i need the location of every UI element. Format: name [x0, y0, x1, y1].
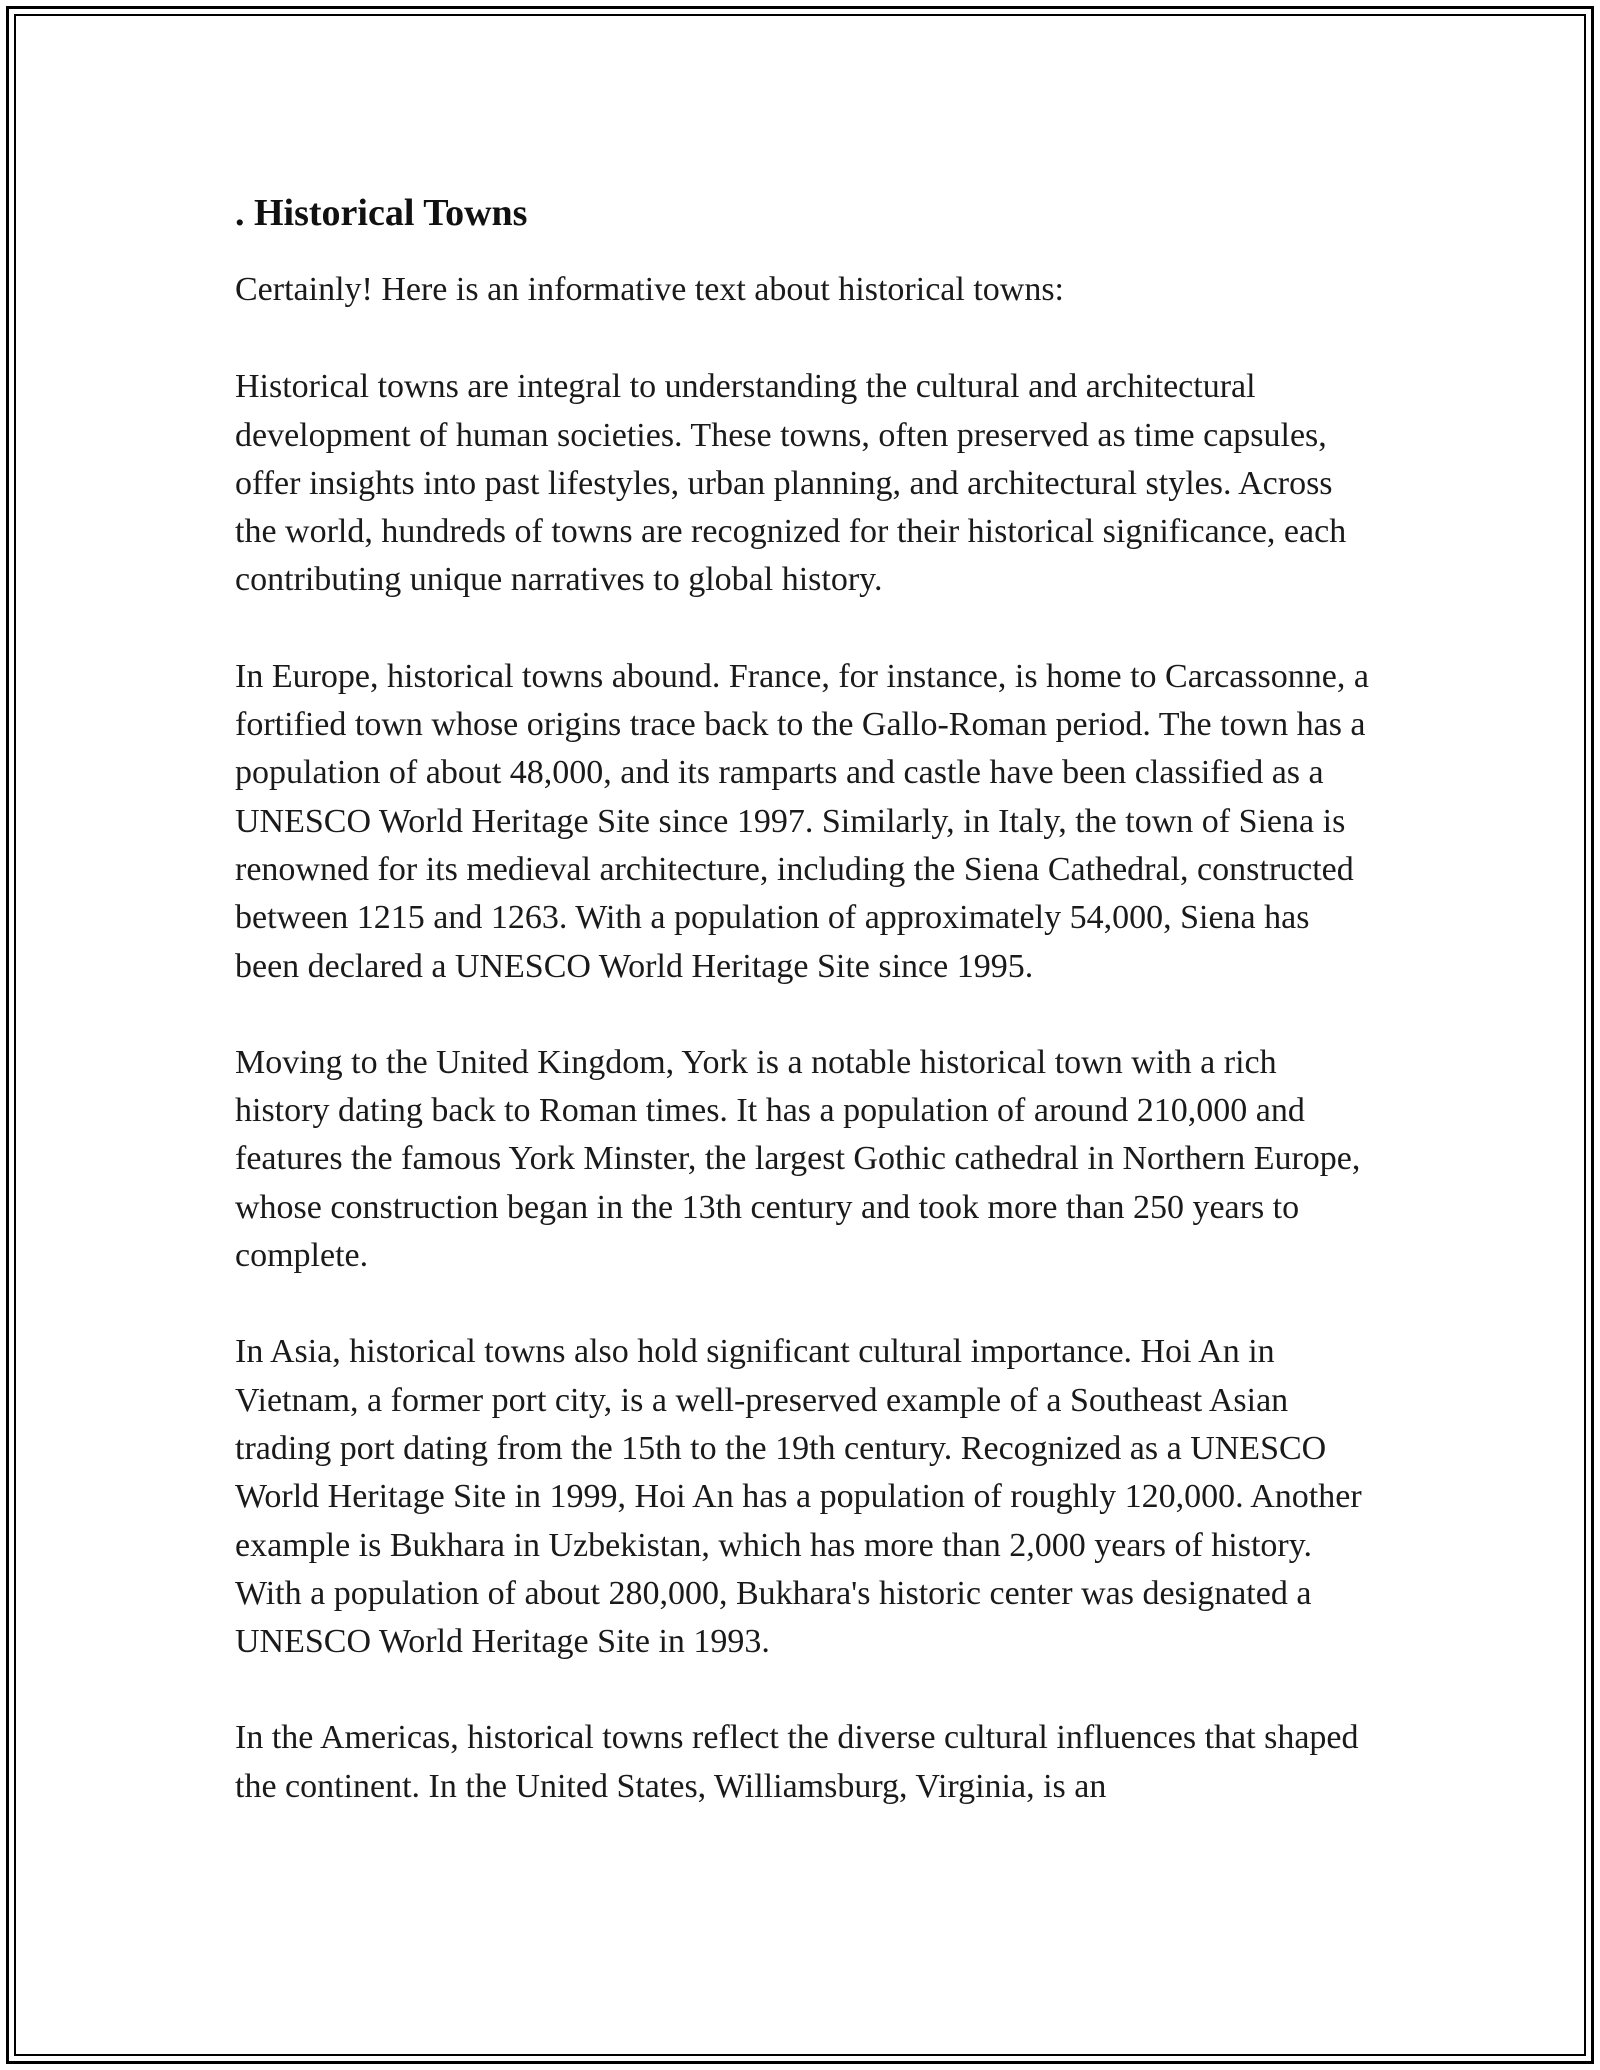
page-title: . Historical Towns [235, 192, 528, 234]
document-body [235, 188, 1375, 1859]
paragraph-asia: In Asia, historical towns also hold significant cultural importance. Hoi An in Vietnam, a former port city, is a well-preserved example of a Southeast Asian trading port dating from the 15th to the 19th century. Recognized as a UNESCO World Heritage Site in 1999, Hoi An has a population of roughly 120,000. Another example is Bukhara in Uzbekistan, which has more than 2,000 years of history. With a population of about 280,000, Bukhara's historic center was designated a UNESCO World Heritage Site in 1993. [235, 1333, 1362, 1661]
paragraph-united-kingdom: Moving to the United Kingdom, York is a notable historical town with a rich history dating back to Roman times. It has a population of around 210,000 and features the famous York Minster, the largest Gothic cathedral in Northern Europe, whose construction began in the 13th century and took more than 250 years to complete. [235, 1043, 1361, 1275]
intro-line: Certainly! Here is an informative text about historical towns: [235, 271, 1064, 308]
paragraph-overview: Historical towns are integral to understanding the cultural and architectural development of human societies. These towns, often preserved as time capsules, offer insights into past lifestyles, urban planning, and architectural styles. Across the world, hundreds of towns are recognized for their historical significance, each contributing unique narratives to global history. [235, 368, 1347, 599]
paragraph-americas: In the Americas, historical towns reflect the diverse cultural influences that shaped the continent. In the United States, Williamsburg, Virginia, is an [235, 1719, 1359, 1805]
paragraph-europe: In Europe, historical towns abound. France, for instance, is home to Carcassonne, a fortified town whose origins trace back to the Gallo-Roman period. The town has a population of about 48,000, and its ramparts and castle have been classified as a UNESCO World Heritage Site since 1997. Similarly, in Italy, the town of Siena is renowned for its medieval architecture, including the Siena Cathedral, constructed between 1215 and 1263. With a population of approximately 54,000, Siena has been declared a UNESCO World Heritage Site since 1995. [235, 657, 1369, 985]
